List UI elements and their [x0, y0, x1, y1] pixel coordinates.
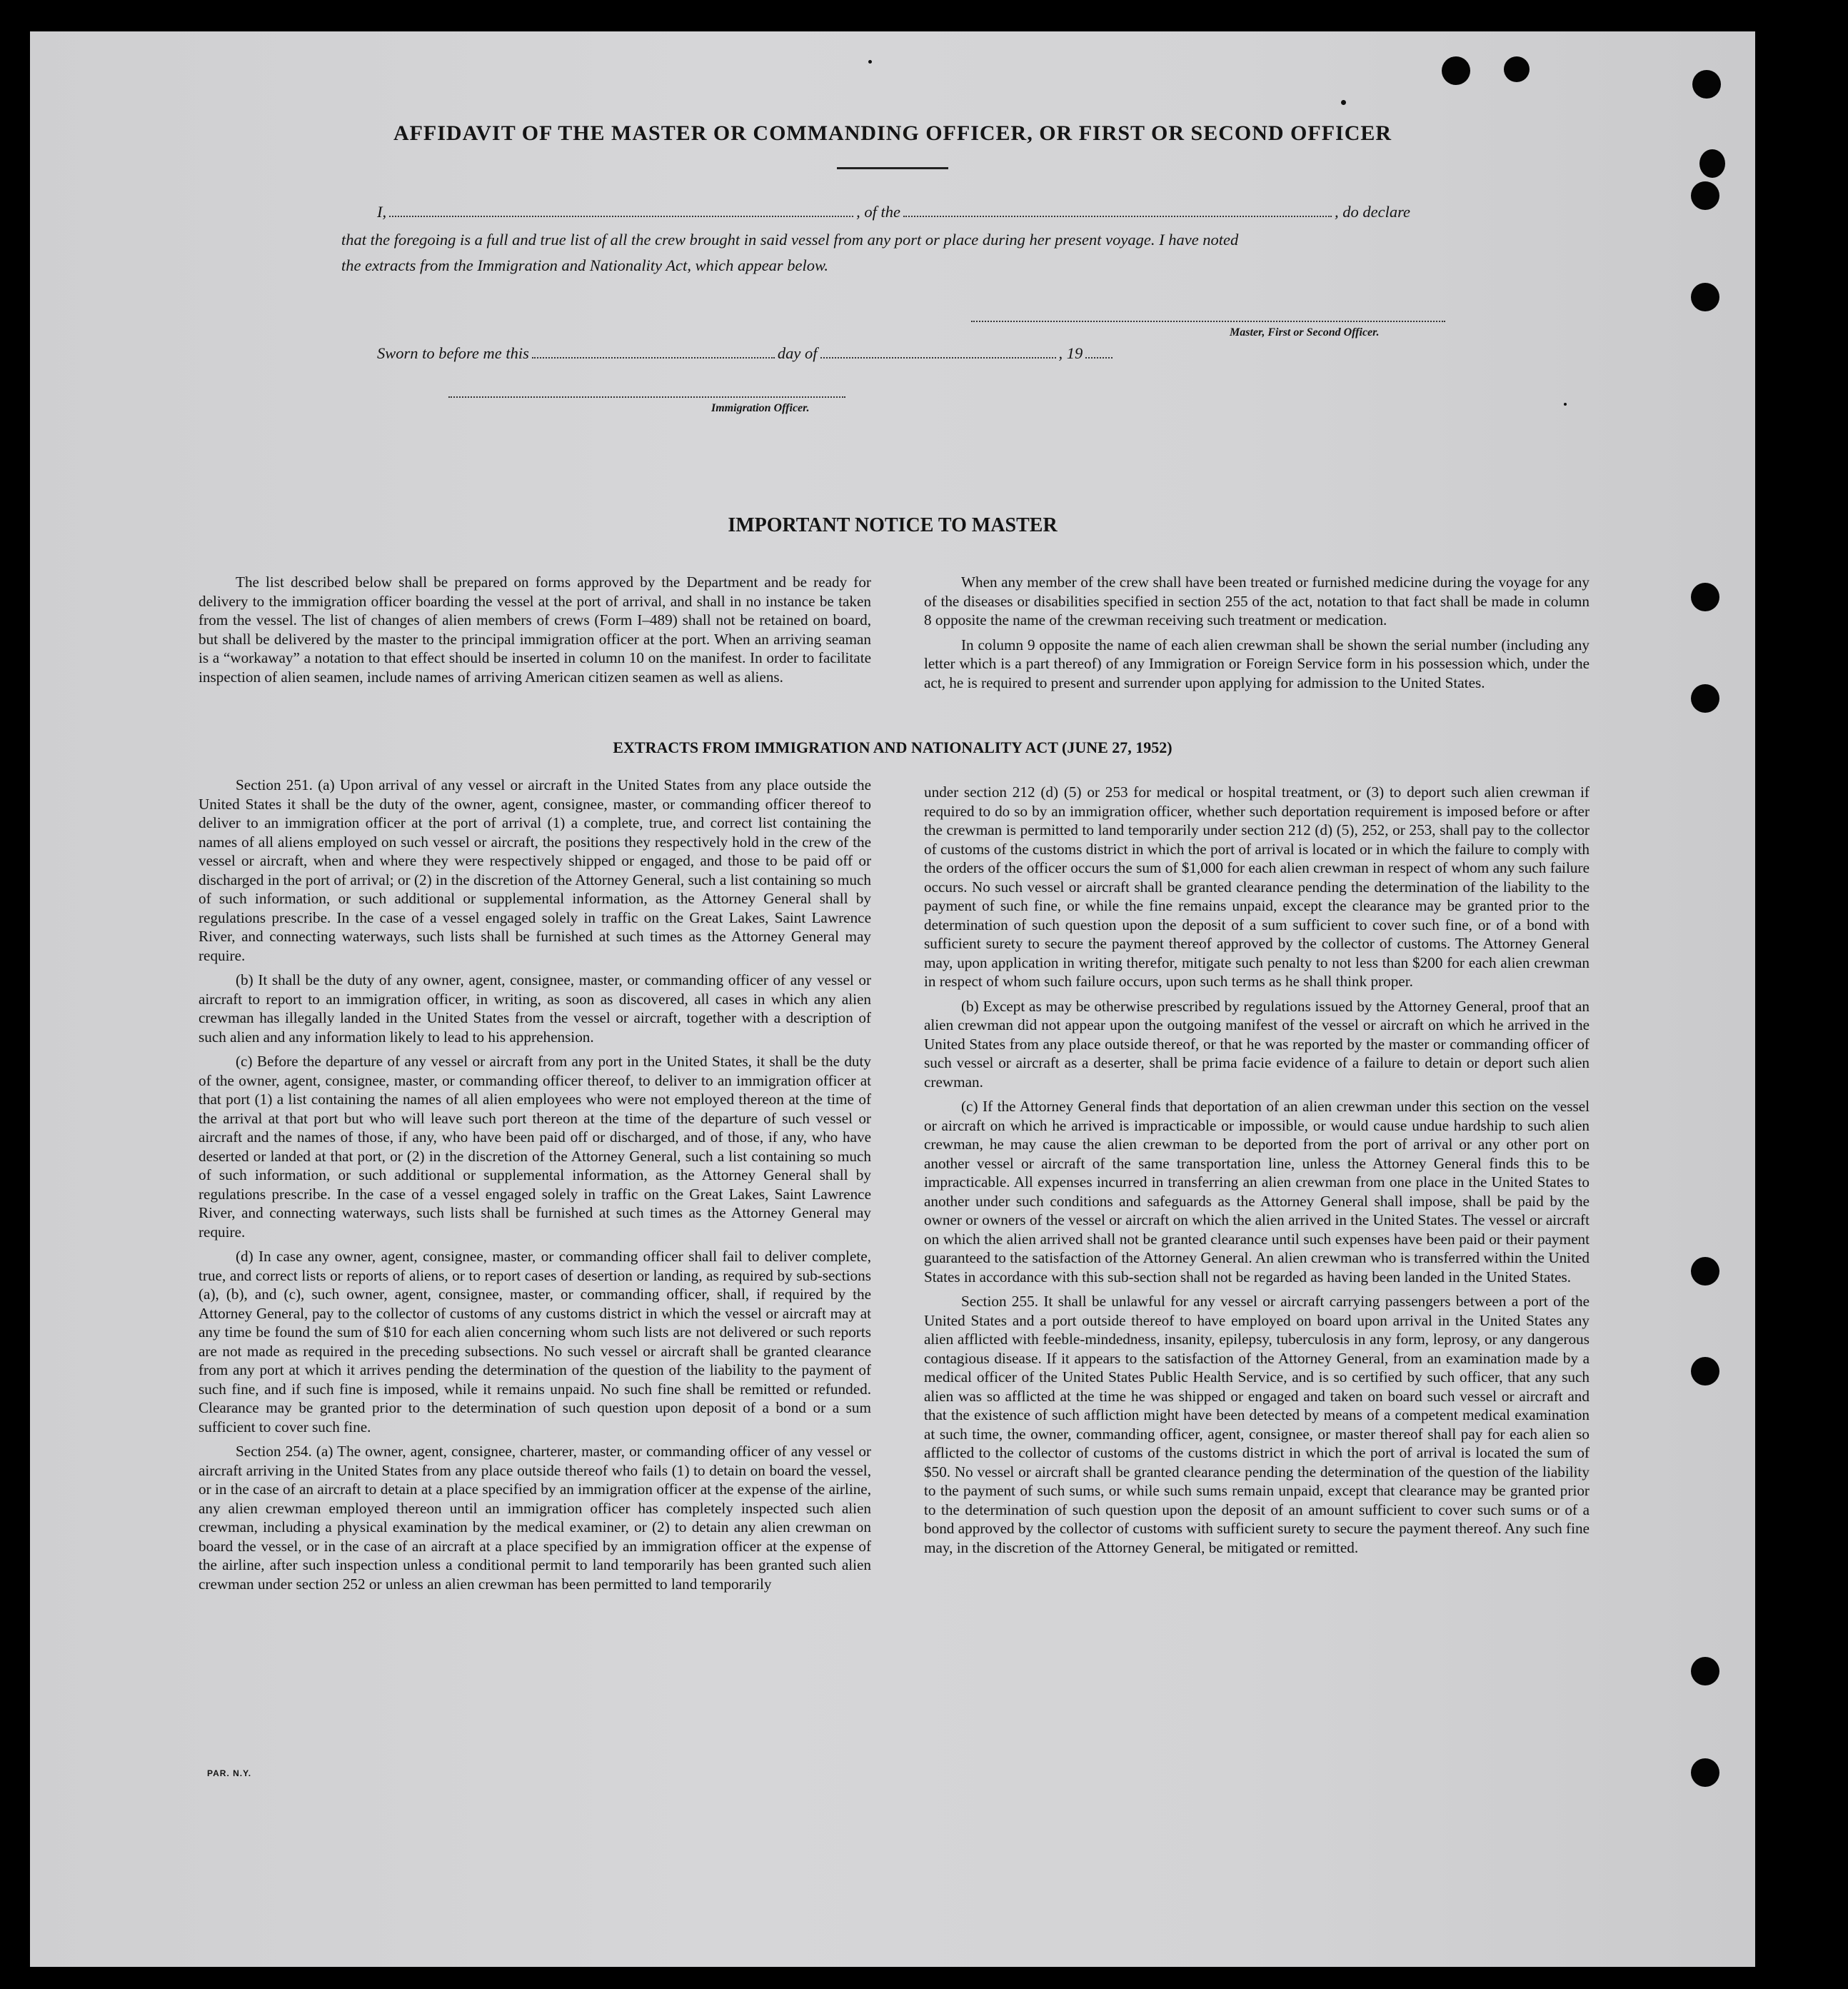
section-251-d: (d) In case any owner, agent, consignee, master, or commanding officer shall fail to deliver complete, true, and correct lists or reports of aliens, or to report cases of desertion or landing, as required by sub-sections (a), (b), and (c), such owner, agent, consignee, master, or commanding officer, shall, if required by the Attorney General, pay to the collector of customs of any customs district in which the vessel or aircraft may at any time be found the sum of $10 for each alien concerning whom such lists are not delivered or such reports are not made as required in the preceding subsections. No such vessel or aircraft shall be granted clearance from any port at which it arrives pending the determination of the question of the liability to the payment of such fine, and if such fine is imposed, while it remains unpaid. No such fine shall be remitted or refunded. Clearance may be granted prior to the determination of such question upon deposit of a bond or a sum sufficient to cover such fine. [199, 1248, 871, 1436]
punch-hole [1691, 1657, 1719, 1685]
notice-paragraph: In column 9 opposite the name of each alien crewman shall be shown the serial number (including any letter which is a part thereof) of any Immigration or Foreign Service form in his possession which, under the act, he is required to present and surrender upon applying for admission to the United States. [924, 636, 1590, 691]
punch-hole [1504, 56, 1530, 82]
punch-hole [1691, 684, 1719, 713]
notice-right-column [924, 573, 1590, 698]
declare-end: , do declare [1335, 203, 1411, 221]
notice-title: IMPORTANT NOTICE TO MASTER [728, 514, 1058, 536]
section-251-b: (b) It shall be the duty of any owner, agent, consignee, master, or commanding officer of any vessel or aircraft to report to an immigration officer, in writing, as soon as discovered, all cases in which any alien crewman has illegally landed in the United States from the vessel or aircraft, together with a description of such alien and any information likely to lead to his apprehension. [199, 971, 871, 1046]
affidavit-title: AFFIDAVIT OF THE MASTER OR COMMANDING OFFICER, OR FIRST OR SECOND OFFICER [393, 121, 1392, 145]
document-page [30, 31, 1755, 1967]
punch-hole [1691, 1357, 1719, 1386]
punch-hole [1691, 583, 1719, 611]
punch-hole [1699, 149, 1725, 178]
declaration-line [377, 203, 1477, 221]
immigration-signature-line[interactable] [448, 396, 845, 398]
punch-hole [1692, 70, 1721, 99]
officer-caption: Master, First or Second Officer. [1230, 326, 1380, 339]
declare-of-the: , of the [856, 203, 900, 221]
extracts-title: EXTRACTS FROM IMMIGRATION AND NATIONALITY ACT (JUNE 27, 1952) [613, 738, 1172, 756]
notice-left-column [199, 573, 871, 692]
punch-hole [1442, 56, 1470, 85]
sworn-month-field[interactable] [820, 353, 1056, 359]
statement-line-2: the extracts from the Immigration and Nationality Act, which appear below. [341, 256, 829, 274]
sworn-year-field[interactable] [1085, 353, 1113, 359]
notice-paragraph: When any member of the crew shall have been treated or furnished medicine during the voyage for any of the diseases or disabilities specified in section 255 of the act, notation to that fact shall be made in column 8 opposite the name of the crewman receiving such treatment or medication. [924, 573, 1590, 628]
extracts-left-column [199, 776, 871, 1599]
notice-paragraph: The list described below shall be prepared on forms approved by the Department and be ready for delivery to the immigration officer boarding the vessel at the port of arrival, and shall in no instance be taken from the vessel. The list of changes of alien members of crews (Form I–489) shall not be retained on board, but shall be delivered by the master to the principal immigration officer at the port. When an arriving seaman is a “workaway” a notation to that effect should be inserted in column 10 on the manifest. In order to facilitate inspection of alien seamen, include names of arriving American citizen seamen as well as aliens. [199, 573, 871, 686]
declare-i: I, [377, 203, 387, 221]
vessel-field[interactable] [903, 211, 1332, 217]
sworn-year: , 19 [1058, 344, 1083, 362]
sworn-line [377, 344, 1115, 363]
section-254-b: (b) Except as may be otherwise prescribed by regulations issued by the Attorney General, proof that an alien crewman did not appear upon the outgoing manifest of the vessel or aircraft on which he arrived in the United States from any place outside thereof, or that he was reported by the master or commanding officer of such vessel or aircraft as a deserter, shall be prima facie evidence of a failure to detain or deport such alien crewman. [924, 997, 1590, 1091]
name-field[interactable] [389, 211, 853, 217]
section-254-a: Section 254. (a) The owner, agent, consignee, charterer, master, or commanding officer of any vessel or aircraft arriving in the United States from any place outside thereof who fails (1) to detain on board the vessel, or in the case of an aircraft to detain at a place specified by an immigration officer at the expense of the airline, any alien crewman employed thereon until an immigration officer has completely inspected such alien crewman, including a physical examination by the medical examiner, or (2) to detain any alien crewman on board the vessel, or in the case of an aircraft at a place specified by an immigration officer at the expense of the airline, after such inspection unless a conditional permit to land temporarily has been granted such alien crewman under section 252 or unless an alien crewman has been permitted to land temporarily [199, 1443, 871, 1593]
officer-signature-line[interactable] [971, 321, 1445, 322]
punch-hole [1691, 181, 1719, 210]
section-251-a: Section 251. (a) Upon arrival of any vessel or aircraft in the United States from any place outside the United States it shall be the duty of the owner, agent, consignee, master, or commanding officer thereof to deliver to an immigration officer at the port of arrival (1) a complete, true, and correct list containing the names of all aliens employed on such vessel or aircraft, the positions they respectively hold in the crew of the vessel or aircraft, when and where they were respectively shipped or engaged, and those to be paid off or discharged in the port of arrival; or (2) in the discretion of the Attorney General, such a list containing so much of such information, or such additional or supplemental information, as the Attorney General shall by regulations prescribe. In the case of a vessel engaged solely in traffic on the Great Lakes, Saint Lawrence River, and connecting waterways, such lists shall be furnished at such times as the Attorney General may require. [199, 776, 871, 964]
speck [1341, 100, 1346, 105]
immigration-caption: Immigration Officer. [711, 402, 810, 414]
sworn-prefix: Sworn to before me this [377, 344, 529, 362]
title-rule [837, 167, 948, 169]
punch-hole [1691, 1257, 1719, 1286]
punch-hole [1691, 283, 1719, 311]
section-251-c: (c) Before the departure of any vessel or aircraft from any port in the United States, it shall be the duty of the owner, agent, consignee, master, or commanding officer thereof, to deliver to an immigration officer at that port (1) a list containing the names of all alien employees who were not employed thereon at the time of the arrival at that port but who will leave such port thereon at the time of the departure of such vessel or aircraft and the names of those, if any, who have been paid off or discharged, and of those, if any, who have deserted or landed at that port, or (2) in the discretion of the Attorney General, such a list containing so much of such information, or such additional or supplemental information, as the Attorney General shall by regulations prescribe. In the case of a vessel engaged solely in traffic on the Great Lakes, Saint Lawrence River, and connecting waterways, such lists shall be furnished at such times as the Attorney General may require. [199, 1053, 871, 1241]
speck [1564, 403, 1567, 406]
section-254-c: (c) If the Attorney General finds that deportation of an alien crewman under this section on the vessel or aircraft on which he arrived is impracticable or impossible, or would cause undue hardship to such alien crewman, he may cause the alien crewman to be deported from the port of arrival or any other port on another vessel or aircraft of the same transportation line, unless the Attorney General finds this to be impracticable. All expenses incurred in transferring an alien crewman from one place in the United States to another under such conditions and safeguards as the Attorney General shall impose, shall be paid by the owner or owners of the vessel or aircraft on which the alien arrived in the United States. The vessel or aircraft on which the alien arrived shall not be granted clearance until such expenses have been paid or their payment guaranteed to the satisfaction of the Attorney General. An alien crewman who is transferred within the United States in accordance with this sub-section shall not be regarded as having been landed in the United States. [924, 1098, 1590, 1286]
extracts-right-column [924, 783, 1590, 1563]
printer-mark: PAR. N.Y. [207, 1768, 252, 1778]
section-254-a-continued: under section 212 (d) (5) or 253 for medical or hospital treatment, or (3) to deport such alien crewman if required to do so by an immigration officer, whether such deportation requirement is imposed before or after the crewman is permitted to land temporarily under section 212 (d) (5), 252, or 253, shall pay to the collector of customs of the customs district in which the port of arrival is located or in which the failure to comply with the orders of the officer occurs the sum of $1,000 for each alien crewman in respect of whom any such failure occurs. No such vessel or aircraft shall be granted clearance pending the determination of the liability to the payment of such fine, or while the fine remains unpaid, except the clearance may be granted prior to the determination of such question upon the deposit of a sum sufficient to cover such fine, or of a bond with sufficient surety to secure the payment thereof approved by the collector of customs. The Attorney General may, upon application in writing therefor, mitigate such penalty to not less than $200 for each alien crewman in respect of whom such failure occurs, upon such terms as he shall think proper. [924, 783, 1590, 990]
sworn-day-field[interactable] [532, 353, 775, 359]
statement-line-1: that the foregoing is a full and true list of all the crew brought in said vessel from any port or place during her present voyage. I have noted [341, 231, 1239, 249]
punch-hole [1691, 1758, 1719, 1787]
speck [868, 60, 872, 64]
section-255: Section 255. It shall be unlawful for any vessel or aircraft carrying passengers between a port of the United States and a port outside thereof to have employed on board upon arrival in the United States any alien afflicted with feeble-mindedness, insanity, epilepsy, tuberculosis in any form, leprosy, or any dangerous contagious disease. If it appears to the satisfaction of the Attorney General, from an examination made by a medical officer of the United States Public Health Service, and is so certified by such officer, that any such alien was so afflicted at the time he was shipped or engaged and taken on board such vessel or aircraft and that the existence of such affliction might have been detected by means of a competent medical examination at such time, the owner, commanding officer, agent, consignee, or master thereof shall pay for each alien so afflicted to the collector of customs of the customs district in which the port of arrival is located the sum of $50. No vessel or aircraft shall be granted clearance pending the determination of the question of the liability to the payment of such sums, or while such sums remain unpaid, except that clearance may be granted prior to the determination of such question upon the deposit of an amount sufficient to cover such sums or of a bond approved by the collector of customs with sufficient surety to secure the payment thereof. Any such fine may, in the discretion of the Attorney General, be mitigated or remitted. [924, 1293, 1590, 1556]
sworn-day-of: day of [777, 344, 818, 362]
